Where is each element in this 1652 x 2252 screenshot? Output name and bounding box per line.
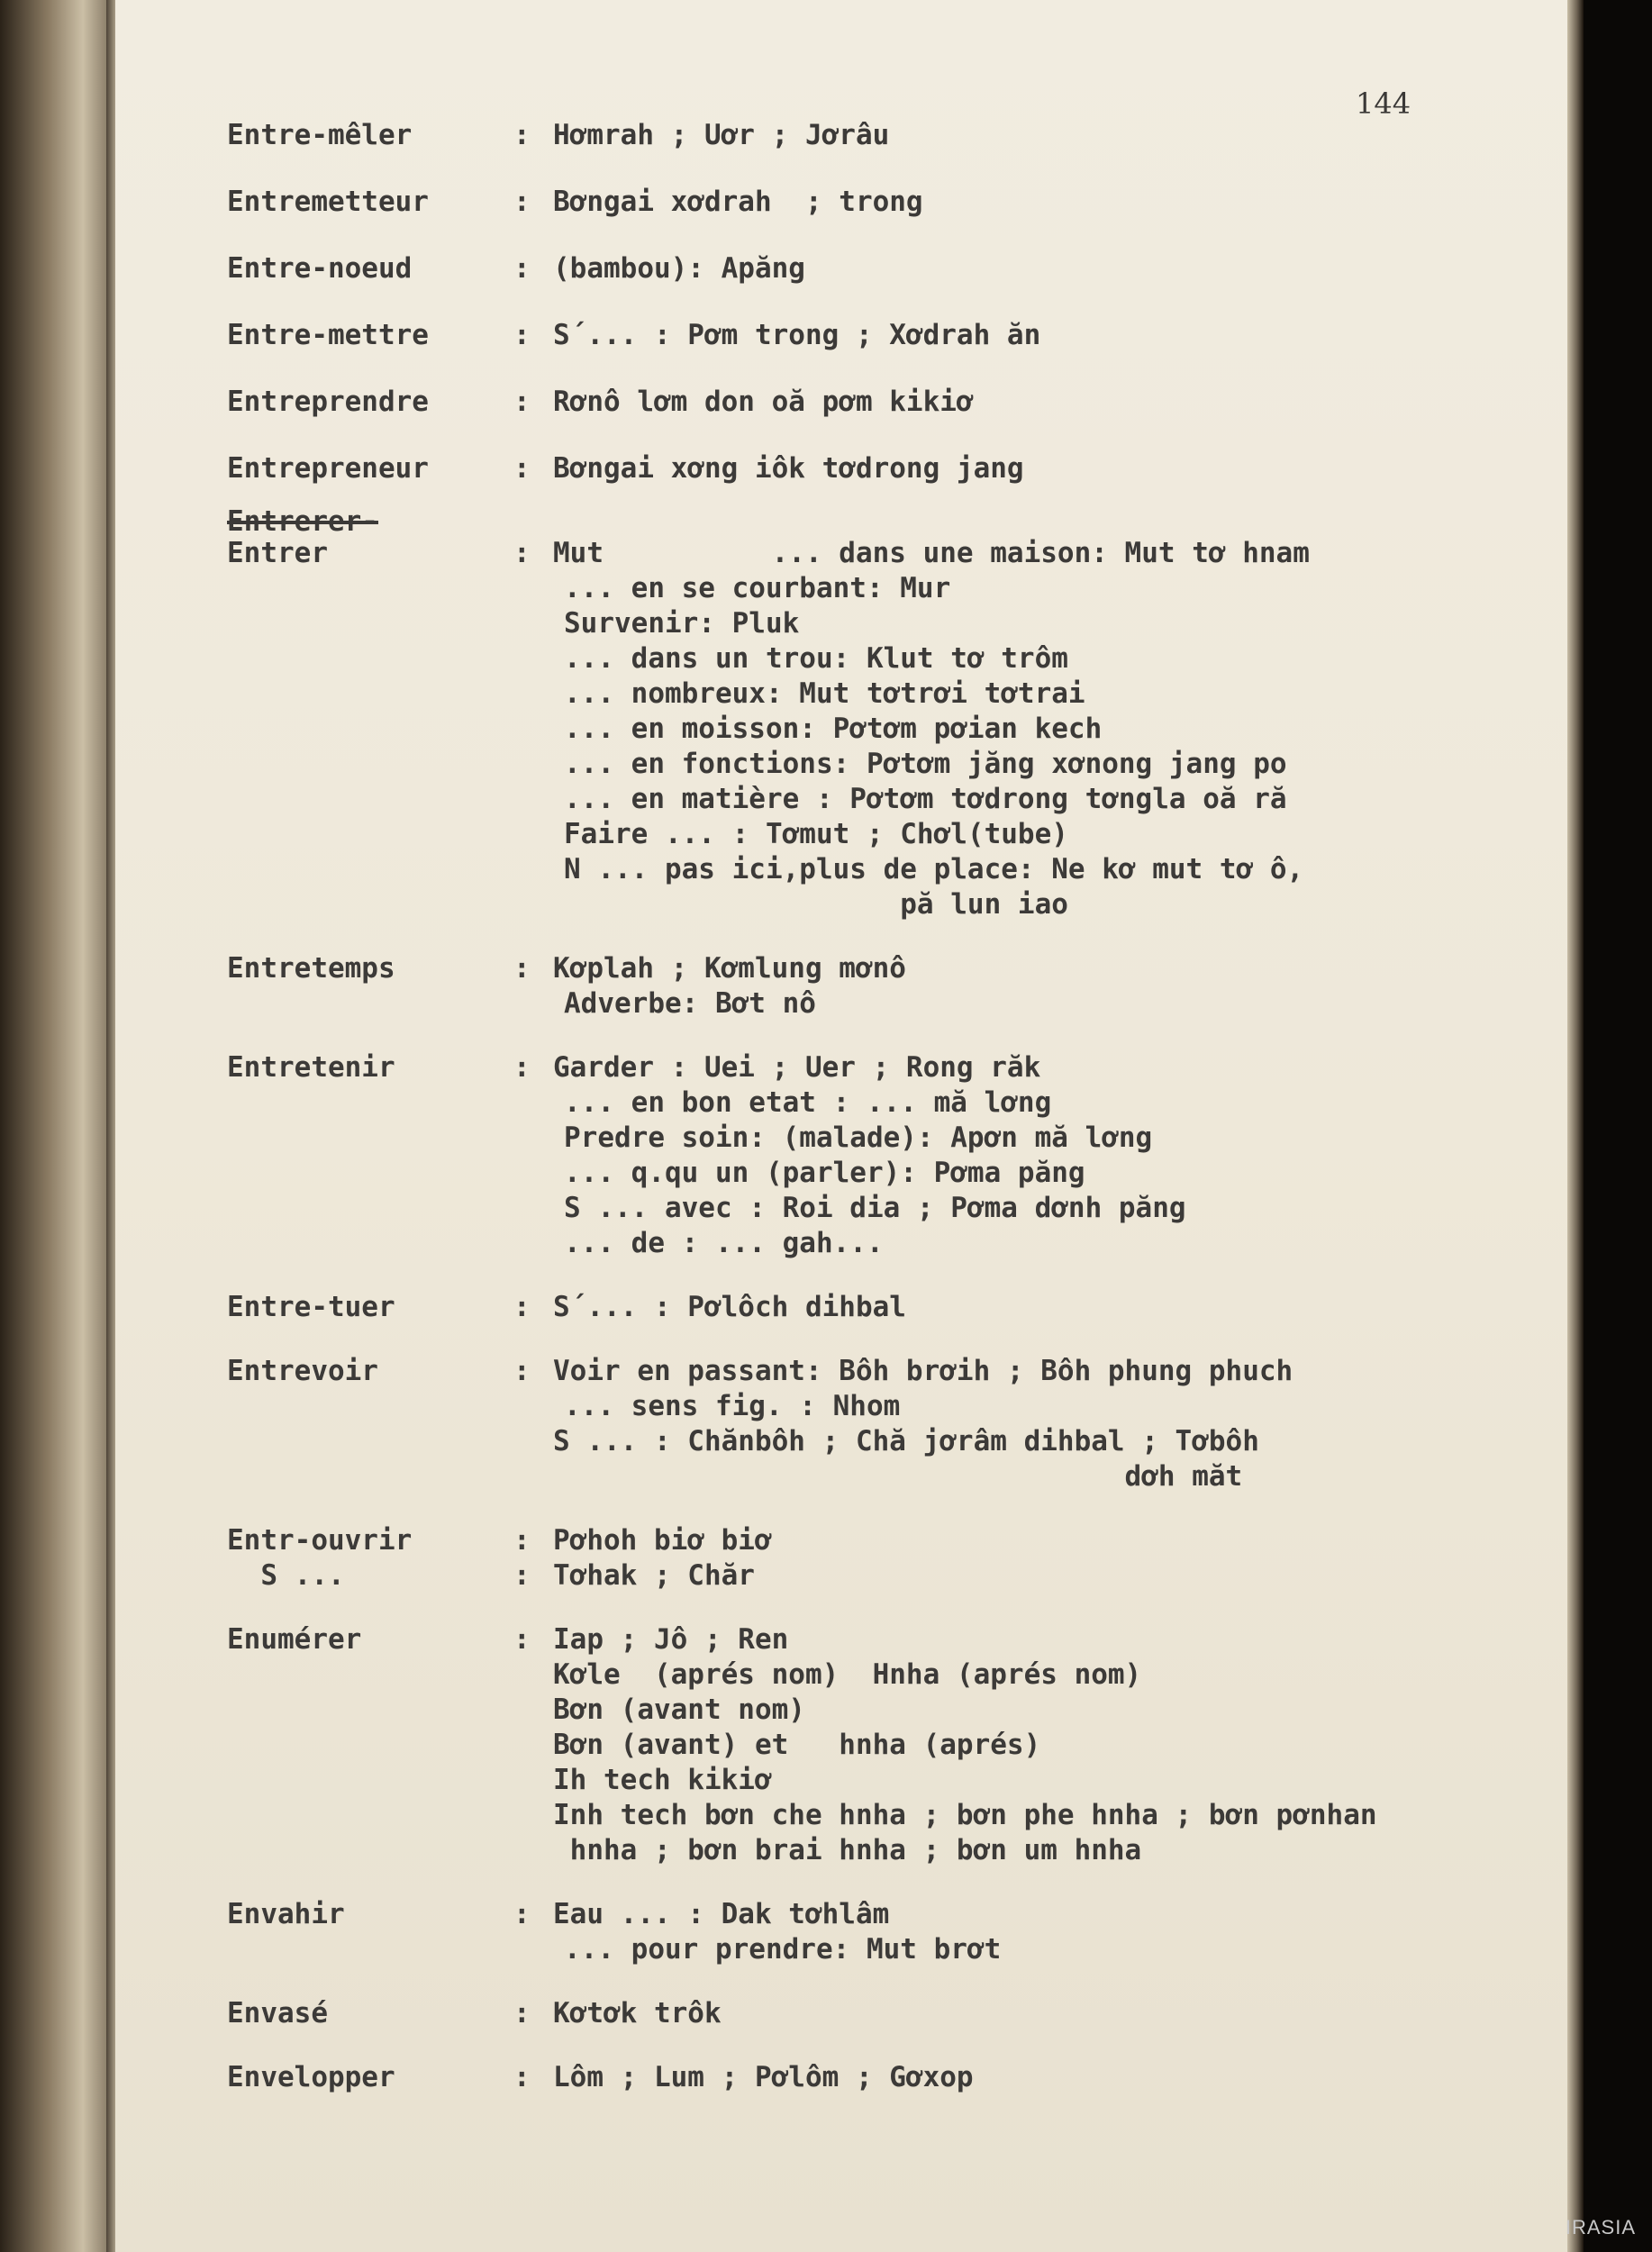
separator: : bbox=[513, 952, 531, 985]
definition bbox=[553, 1897, 1551, 1967]
facing-page-edge bbox=[0, 0, 106, 2252]
definition-line: ... en moisson: Pơtơm pơian kech bbox=[564, 713, 1103, 745]
definition-line: Ih tech kikiơ bbox=[553, 1764, 772, 1796]
definition-line: ... en fonctions: Pơtơm jăng xơnong jang po bbox=[564, 748, 1287, 780]
headword: Envasé bbox=[227, 1997, 328, 2030]
headword: Envahir bbox=[227, 1898, 345, 1930]
definition-line: Garder : Uei ; Uer ; Rong răk bbox=[553, 1051, 1041, 1084]
separator: : bbox=[513, 1559, 531, 1592]
definition-line: Hơmrah ; Uơr ; Jơrâu bbox=[553, 119, 890, 151]
definition-line: Mut ... dans une maison: Mut tơ hnam bbox=[553, 537, 1310, 569]
definition bbox=[553, 185, 1551, 220]
definition bbox=[553, 536, 1551, 922]
definition-line: ... en se courbant: Mur bbox=[564, 572, 951, 604]
headword: Entrer bbox=[227, 537, 328, 569]
definition-line: ... en matière : Pơtơm tơdrong tơngla oă ră bbox=[564, 783, 1287, 815]
entry-envahir bbox=[227, 1897, 1551, 1967]
entry-entre-tuer bbox=[227, 1290, 1551, 1325]
definition bbox=[553, 1354, 1551, 1494]
definition-line: Inh tech bơn che hnha ; bơn phe hnha ; bơn pơnhan bbox=[553, 1799, 1377, 1831]
separator: : bbox=[513, 2061, 531, 2093]
headword: Entreprendre bbox=[227, 386, 429, 418]
definition-line: Rơnô lơm don oă pơm kikiơ bbox=[553, 386, 974, 418]
definition-line: S´... : Pơlôch dihbal bbox=[553, 1291, 906, 1323]
definition bbox=[553, 251, 1551, 286]
entry-envase bbox=[227, 1996, 1551, 2031]
definition-line: Faire ... : Tơmut ; Chơl(tube) bbox=[564, 818, 1068, 850]
definition-line: pă lun iao bbox=[564, 888, 1068, 921]
definition bbox=[553, 1558, 1551, 1594]
definition-line: ... sens fig. : Nhom bbox=[564, 1390, 901, 1422]
definition bbox=[553, 1523, 1551, 1558]
definition-line: Bơn (avant nom) bbox=[553, 1694, 805, 1726]
entry-entrevoir bbox=[227, 1354, 1551, 1494]
headword: Entre-mêler bbox=[227, 119, 413, 151]
watermark: IRASIA bbox=[1565, 2216, 1636, 2238]
headword: Entre-noeud bbox=[227, 252, 413, 285]
definition-line: Kơplah ; Kơmlung mơnô bbox=[553, 952, 906, 985]
definition bbox=[553, 385, 1551, 420]
separator: : bbox=[513, 1898, 531, 1930]
headword: Entrevoir bbox=[227, 1355, 378, 1387]
definition-line: Eau ... : Dak tơhlâm bbox=[553, 1898, 890, 1930]
separator: : bbox=[513, 1051, 531, 1084]
definition-line: ... de : ... gah... bbox=[564, 1227, 884, 1259]
definition bbox=[553, 1996, 1551, 2031]
definition-line: Survenir: Pluk bbox=[564, 607, 800, 640]
entry-enumerer bbox=[227, 1622, 1551, 1868]
definition-line: Pơhoh biơ biơ bbox=[553, 1524, 772, 1557]
entry-entretemps bbox=[227, 951, 1551, 1022]
headword: Envelopper bbox=[227, 2061, 395, 2093]
definition bbox=[553, 318, 1551, 353]
entry-entr-ouvrir-reflexive bbox=[227, 1558, 1551, 1594]
headword: Enumérer bbox=[227, 1623, 362, 1656]
separator: : bbox=[513, 1524, 531, 1557]
entry-entreprendre bbox=[227, 385, 1551, 420]
entry-envelopper bbox=[227, 2060, 1551, 2095]
definition-line: Predre soin: (malade): Apơn mă lơng bbox=[564, 1121, 1153, 1154]
headword: Entretemps bbox=[227, 952, 395, 985]
definition-line: ... pour prendre: Mut brơt bbox=[564, 1933, 1002, 1966]
definition bbox=[553, 451, 1551, 486]
binding-shadow bbox=[106, 0, 115, 2252]
definition-line: Bơngai xơdrah ; trong bbox=[553, 186, 923, 218]
definition-line: ... nombreux: Mut tơtrơi tơtrai bbox=[564, 677, 1085, 710]
separator: : bbox=[513, 537, 531, 569]
definition-line: (bambou): Apăng bbox=[553, 252, 805, 285]
entry-entre-noeud bbox=[227, 251, 1551, 286]
separator: : bbox=[513, 1997, 531, 2030]
separator: : bbox=[513, 186, 531, 218]
definition-line: hnha ; bơn brai hnha ; bơn um hnha bbox=[553, 1834, 1142, 1866]
definition-line: Adverbe: Bơt nô bbox=[564, 987, 816, 1020]
right-page-edge bbox=[1567, 0, 1584, 2252]
definition-line: Voir en passant: Bôh brơih ; Bôh phung phuch bbox=[553, 1355, 1293, 1387]
headword: Entr-ouvrir bbox=[227, 1524, 413, 1557]
definition-line: N ... pas ici,plus de place: Ne kơ mut tơ ô, bbox=[564, 853, 1304, 885]
definition-line: Kơtơk trôk bbox=[553, 1997, 722, 2030]
definition-line: dơh măt bbox=[553, 1460, 1243, 1493]
definition-line: Tơhak ; Chăr bbox=[553, 1559, 755, 1592]
definition-line: S ... avec : Roi dia ; Pơma dơnh păng bbox=[564, 1192, 1186, 1224]
definition-line: Iap ; Jô ; Ren bbox=[553, 1623, 789, 1656]
definition-line: Bơn (avant) et hnha (aprés) bbox=[553, 1729, 1041, 1761]
headword: Entrepreneur bbox=[227, 452, 429, 485]
entry-entre-mettre bbox=[227, 318, 1551, 353]
definition-line: Lôm ; Lum ; Pơlôm ; Gơxop bbox=[553, 2061, 974, 2093]
separator: : bbox=[513, 319, 531, 351]
entry-entretenir bbox=[227, 1050, 1551, 1261]
definition-line: S´... : Pơm trong ; Xơdrah ăn bbox=[553, 319, 1041, 351]
headword: Entretenir bbox=[227, 1051, 395, 1084]
entry-entr-ouvrir bbox=[227, 1523, 1551, 1558]
headword: Entremetteur bbox=[227, 186, 429, 218]
entry-entrepreneur bbox=[227, 451, 1551, 486]
separator: : bbox=[513, 1623, 531, 1656]
definition-line: S ... : Chănbôh ; Chă jơrâm dihbal ; Tơbôh bbox=[553, 1425, 1259, 1457]
definition bbox=[553, 1290, 1551, 1325]
definition-line: ... q.qu un (parler): Pơma păng bbox=[564, 1157, 1085, 1189]
entry-entre-meler bbox=[227, 118, 1551, 153]
headword: S ... bbox=[227, 1559, 345, 1592]
definition-line: ... dans un trou: Klut tơ trôm bbox=[564, 642, 1068, 675]
separator: : bbox=[513, 252, 531, 285]
separator: : bbox=[513, 1355, 531, 1387]
entry-entrer bbox=[227, 536, 1551, 922]
definition bbox=[553, 1050, 1551, 1261]
headword: Entre-tuer bbox=[227, 1291, 395, 1323]
definition-line: ... en bon etat : ... mă lơng bbox=[564, 1086, 1052, 1119]
definition-line: Bơngai xơng iôk tơdrong jang bbox=[553, 452, 1024, 485]
crossed-out-headword: Entrerer- bbox=[227, 505, 378, 538]
separator: : bbox=[513, 386, 531, 418]
definition bbox=[553, 951, 1551, 1022]
definition bbox=[553, 1622, 1551, 1868]
separator: : bbox=[513, 1291, 531, 1323]
separator: : bbox=[513, 452, 531, 485]
definition-line: Kơle (aprés nom) Hnha (aprés nom) bbox=[553, 1658, 1142, 1691]
definition bbox=[553, 2060, 1551, 2095]
dictionary-entries bbox=[227, 99, 1551, 2095]
separator: : bbox=[513, 119, 531, 151]
headword: Entre-mettre bbox=[227, 319, 429, 351]
page-number: 144 bbox=[1356, 86, 1411, 121]
entry-entremetteur bbox=[227, 185, 1551, 220]
definition bbox=[553, 118, 1551, 153]
